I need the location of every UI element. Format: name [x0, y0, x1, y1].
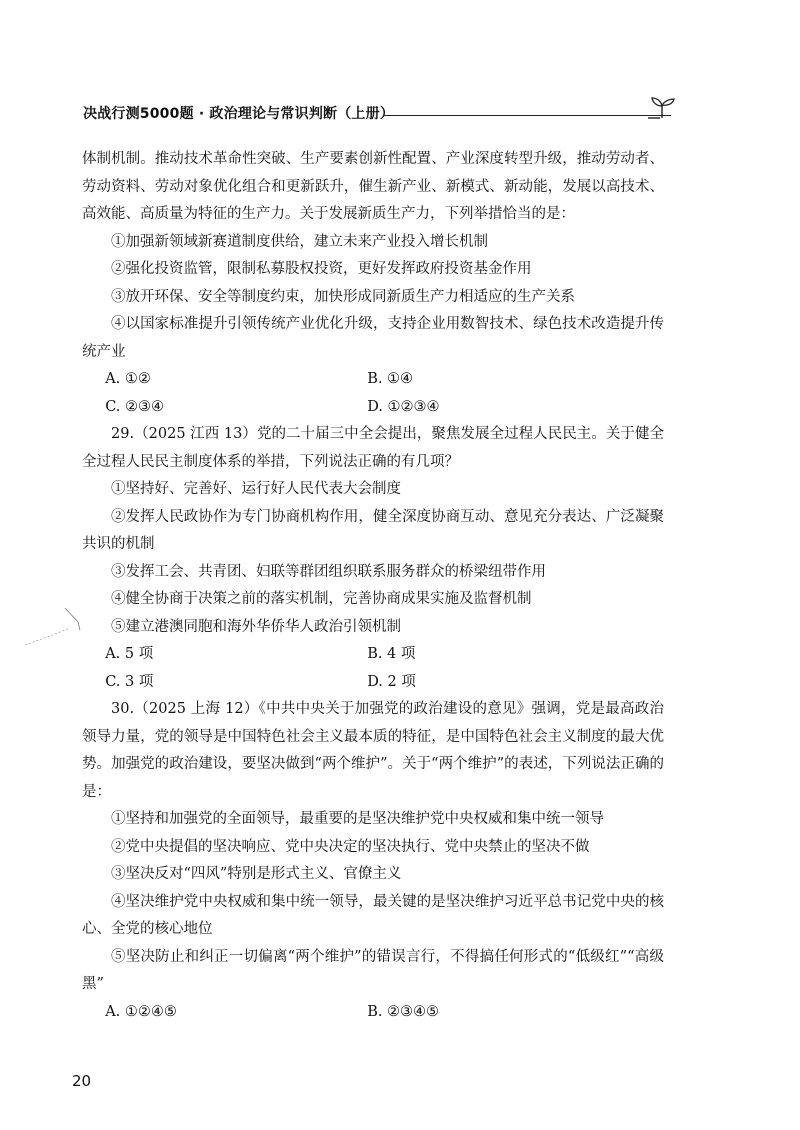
q30-option-b: B. ②③④⑤ — [367, 1003, 440, 1020]
q28-option-a: A. ①② — [105, 371, 151, 387]
q30-item-3: ③坚决反对“四风”特别是形式主义、官僚主义 — [111, 866, 402, 882]
q28-item-4: ④以国家标准提升引领传统产业优化升级，支持企业用数智技术、绿色技术改造提升传统产业 — [82, 316, 664, 360]
q28-option-c: C. ②③④ — [105, 398, 164, 415]
q28-item-1: ①加强新领域新赛道制度供给，建立未来产业投入增长机制 — [111, 233, 488, 250]
q28-option-b: B. ①④ — [367, 371, 414, 387]
q29-item-3: ③发挥工会、共青团、妇联等群团组织联系服务群众的桥梁纽带作用 — [111, 563, 546, 580]
q30-item-1: ①坚持和加强党的全面领导，最重要的是坚决维护党中央权威和集中统一领导 — [111, 811, 604, 827]
q30-options-row-1 — [82, 999, 664, 1027]
q29-item-1: ①坚持好、完善好、运行好人民代表大会制度 — [111, 481, 401, 497]
running-header — [83, 103, 683, 129]
q29-option-a: A. 5 项 — [105, 646, 154, 662]
q28-options-row-1 — [82, 366, 664, 394]
question-28-stem-continued: 体制机制。推动技术革命性突破、生产要素创新性配置、产业深度转型升级，推动劳动者、劳动资料、劳动对象优化组合和更新跃升，催生新产业、新模式、新动能，发展以高技术、高效能、高质量为特征的生产力。关于发展新质生产力，下列举措恰当的是： — [82, 151, 664, 222]
q29-option-c: C. 3 项 — [105, 673, 154, 690]
q28-option-d: D. ①②③④ — [367, 398, 440, 415]
book-title: 决战行测5000题 · 政治理论与常识判断（上册） — [83, 106, 395, 122]
question-29-stem: 29.（2025 江西 13）党的二十届三中全会提出，聚焦发展全过程人民民主。关于健全全过程人民民主制度体系的举措，下列说法正确的有几项？ — [82, 426, 664, 470]
page-body — [82, 146, 664, 1026]
q29-options-row-1 — [82, 641, 664, 669]
q28-item-2: ②强化投资监管，限制私募股权投资，更好发挥政府投资基金作用 — [111, 261, 532, 277]
q29-item-5: ⑤建立港澳同胞和海外华侨华人政治引领机制 — [111, 618, 401, 635]
q29-option-d: D. 2 项 — [367, 673, 416, 690]
header-rule — [383, 115, 671, 116]
sprout-icon — [648, 94, 676, 120]
q29-item-2: ②发挥人民政协作为专门协商机构作用，健全深度协商互动、意见充分表达、广泛凝聚共识的机制 — [82, 508, 664, 552]
q30-option-a: A. ①②④⑤ — [105, 1003, 177, 1020]
q29-option-b: B. 4 项 — [367, 646, 416, 662]
page-number: 20 — [72, 1072, 92, 1090]
q29-options-row-2 — [82, 669, 664, 697]
question-30-stem: 30.（2025 上海 12）《中共中央关于加强党的政治建设的意见》强调，党是最高政治领导力量，党的领导是中国特色社会主义最本质的特征，是中国特色社会主义制度的最大优势。加强党的政治建设，要坚决做到“两个维护”。关于“两个维护”的表述，下列说法正确的是： — [82, 701, 664, 800]
q30-item-5: ⑤坚决防止和纠正一切偏离“两个维护”的错误言行，不得搞任何形式的“低级红”“高级黑” — [82, 948, 664, 992]
q30-item-4: ④坚决维护党中央权威和集中统一领导，最关键的是坚决维护习近平总书记党中央的核心、全党的核心地位 — [82, 893, 664, 937]
q29-item-4: ④健全协商于决策之前的落实机制，完善协商成果实施及监督机制 — [111, 591, 532, 607]
q30-item-2: ②党中央提倡的坚决响应、党中央决定的坚决执行、党中央禁止的坚决不做 — [111, 838, 590, 855]
q28-item-3: ③放开环保、安全等制度约束，加快形成同新质生产力相适应的生产关系 — [111, 288, 575, 305]
q28-options-row-2 — [82, 394, 664, 422]
